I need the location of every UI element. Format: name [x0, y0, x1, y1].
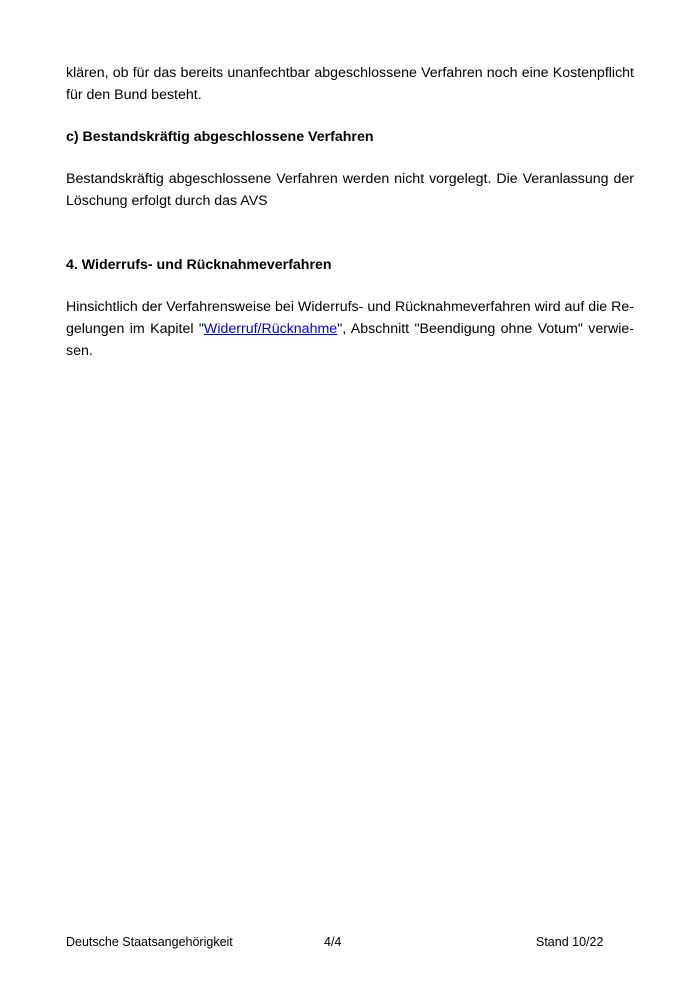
- footer-document-title: Deutsche Staatsangehörigkeit: [66, 935, 233, 949]
- page-footer: [66, 933, 634, 951]
- paragraph-cost-liability: klären, ob für das bereits unanfechtbar abgeschlossene Verfahren noch eine Kostenpflicht für den Bund besteht.: [66, 65, 634, 103]
- section-heading-4: 4. Widerrufs- und Rücknahmeverfahren: [66, 257, 332, 273]
- chapter-link-widerruf[interactable]: Widerruf/Rücknahme: [203, 321, 338, 337]
- paragraph-revocation-text-end: ", Abschnitt "Beendigung ohne Votum" verwiesen.: [66, 321, 634, 359]
- paragraph-final-proceedings: Bestandskräftig abgeschlossene Verfahren werden nicht vorgelegt. Die Veranlassung der Löschung erfolgt durch das AVS: [66, 171, 634, 209]
- document-page: [66, 62, 634, 362]
- section-heading-c: c) Bestandskräftig abgeschlossene Verfahren: [66, 129, 374, 145]
- paragraph-revocation-procedure: [66, 296, 634, 362]
- footer-version: Stand 10/22: [536, 935, 604, 949]
- footer-page-number: 4/4: [324, 935, 342, 949]
- paragraph-revocation-text-start: Hinsichtlich der Verfahrensweise bei Widerrufs- und Rücknahmeverfahren wird auf die Regelungen im Kapitel ": [66, 299, 634, 337]
